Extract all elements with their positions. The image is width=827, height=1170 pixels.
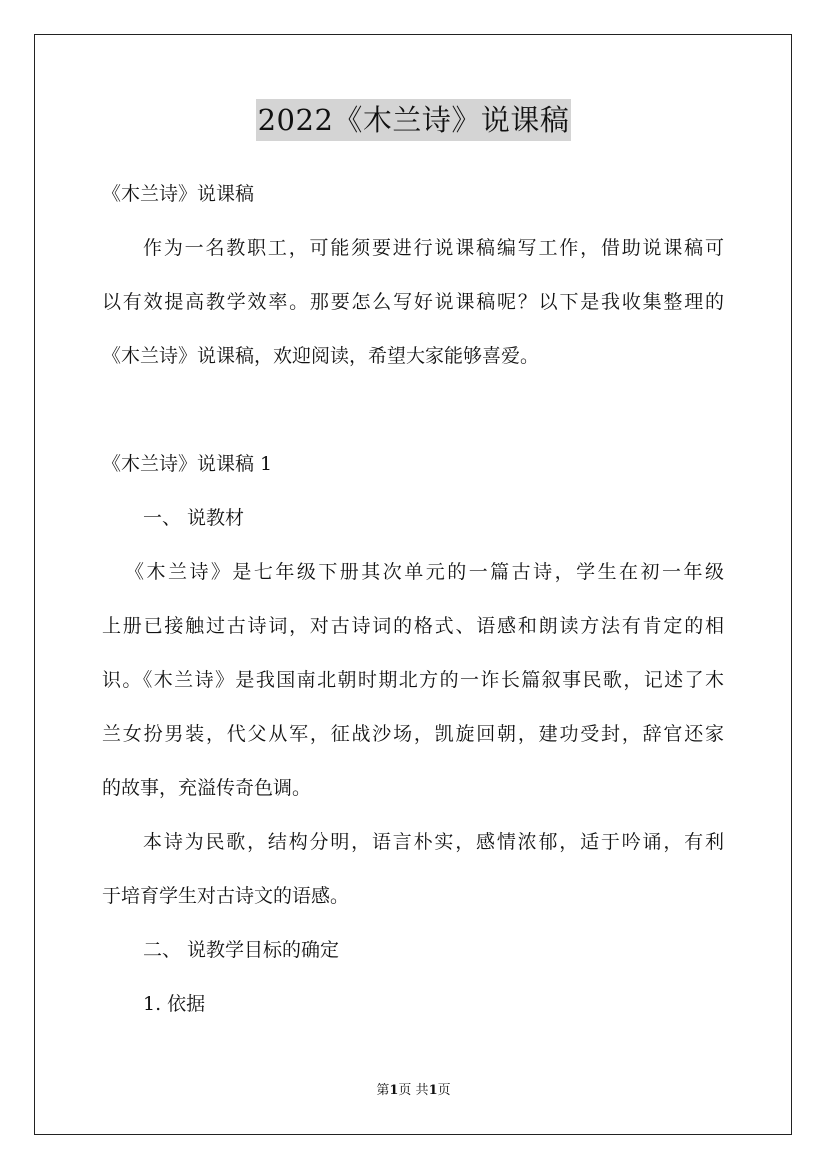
subsection-heading: 一、 说教材 <box>143 507 245 529</box>
title-container <box>0 99 827 141</box>
subsection-heading: 二、 说教学目标的确定 <box>143 939 340 961</box>
page-footer <box>0 1082 827 1100</box>
paragraph-line: 的故事，充溢传奇色调。 <box>102 777 312 799</box>
document-title: 2022《木兰诗》说课稿 <box>256 99 572 141</box>
list-item: 1. 依据 <box>143 993 206 1015</box>
doc-heading: 《木兰诗》说课稿 <box>102 183 255 205</box>
footer-suffix: 页 <box>437 1083 451 1098</box>
footer-middle: 页 共 <box>398 1083 429 1098</box>
footer-total-pages: 1 <box>428 1083 438 1098</box>
section-heading: 《木兰诗》说课稿 1 <box>102 453 273 475</box>
paragraph-line: 《木兰诗》是七年级下册其次单元的一篇古诗，学生在初一年级 <box>125 561 724 583</box>
intro-paragraph-line: 作为一名教职工，可能须要进行说课稿编写工作，借助说课稿可 <box>143 237 724 259</box>
footer-prefix: 第 <box>376 1083 390 1098</box>
intro-paragraph-line: 以有效提高教学效率。那要怎么写好说课稿呢？以下是我收集整理的 <box>102 291 724 313</box>
paragraph-line: 兰女扮男装，代父从军，征战沙场，凯旋回朝，建功受封，辞官还家 <box>102 723 724 745</box>
paragraph-line: 识。《木兰诗》是我国南北朝时期北方的一诈长篇叙事民歌，记述了木 <box>102 669 724 691</box>
footer-current-page: 1 <box>389 1083 399 1098</box>
paragraph-line: 于培育学生对古诗文的语感。 <box>102 885 350 907</box>
paragraph-line: 本诗为民歌，结构分明，语言朴实，感情浓郁，适于吟诵，有利 <box>143 831 724 853</box>
paragraph-line: 上册已接触过古诗词，对古诗词的格式、语感和朗读方法有肯定的相 <box>102 615 724 637</box>
intro-paragraph-line: 《木兰诗》说课稿，欢迎阅读，希望大家能够喜爱。 <box>102 345 540 367</box>
